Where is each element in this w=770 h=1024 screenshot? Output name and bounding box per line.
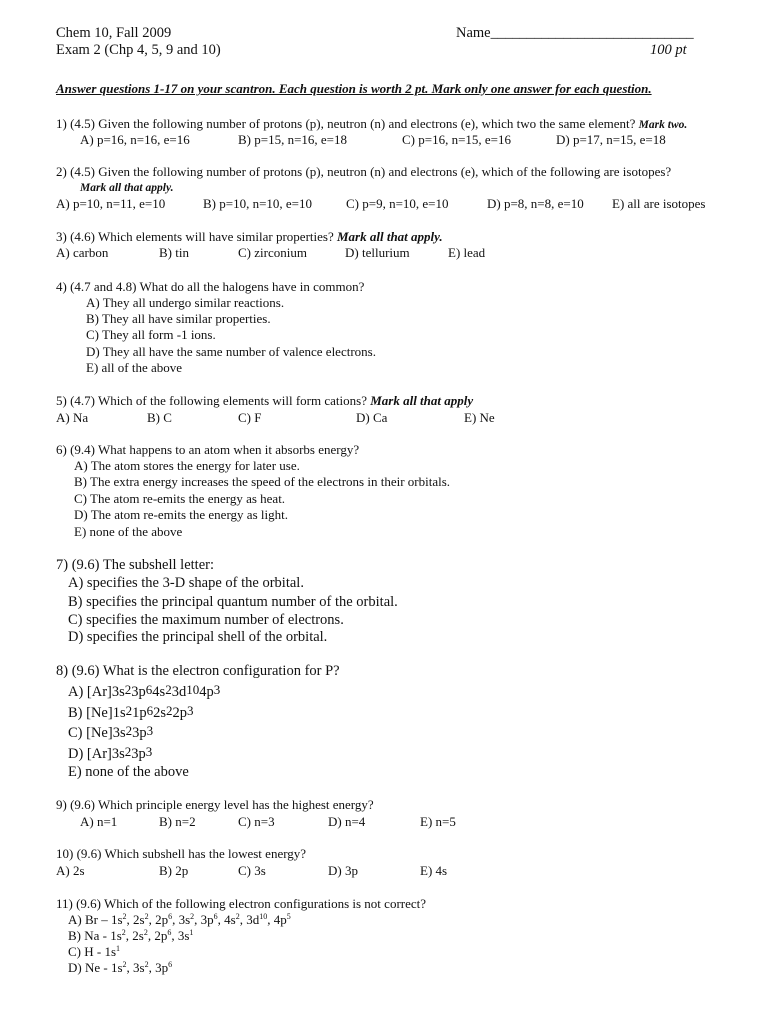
option-b: B) The extra energy increases the speed of the electrons in their orbitals. [74,474,451,489]
option-c: C) F [238,410,262,425]
option-d: D) p=8, n=8, e=10 [487,196,584,211]
option-c: C) zirconium [238,245,307,260]
option-e: E) none of the above [68,764,189,780]
option-a: A) They all undergo similar reactions. [86,295,285,310]
option-c: C) 3s [238,863,266,878]
question-stem: 9) (9.6) Which principle energy level has the highest energy? [56,797,374,812]
question-note: Mark all that apply. [336,229,443,244]
question-stem: 5) (4.7) Which of the following elements will form cations? Mark all that apply [56,393,474,408]
option-c: C) The atom re-emits the energy as heat. [74,491,286,506]
option-e: E) Ne [464,410,495,425]
option-c: C) n=3 [238,814,275,829]
option-b: B) 2p [159,863,189,878]
option-b: B) They all have similar properties. [86,311,271,326]
option-c: C) specifies the maximum number of electrons. [68,612,344,628]
option-c: C) p=9, n=10, e=10 [346,196,449,211]
question-stem: 3) (4.6) Which elements will have similar properties? Mark all that apply. [56,229,443,244]
option-e: E) all are isotopes [612,196,706,211]
option-a: A) $[Ar]3s^23p^64s^23d^{10}4p^3$ [68,682,221,700]
question-note: Mark all that apply. [80,182,174,194]
option-d: D) specifies the principal shell of the orbital. [68,629,328,645]
name-field-label: Name____________________________ [456,25,694,41]
question-stem: 8) (9.6) What is the electron configuration for P? [56,663,340,679]
option-e: E) lead [448,245,486,260]
option-b: B) tin [159,245,189,260]
option-b: B) C [147,410,172,425]
option-d: D) The atom re-emits the energy as light. [74,507,288,522]
option-a: A) Br – $1s^2$, $2s^2$, $2p^6$, $3s^2$, $3p^6$, $4s^2$, $3d^{10}$, $4p^5$ [68,912,291,927]
question-note: Mark all that apply [370,393,474,408]
option-b: B) p=10, n=10, e=10 [203,196,313,211]
option-a: A) n=1 [80,814,118,829]
option-d: D) tellurium [345,245,410,260]
option-b: B) $[Ne]1s^21p^62s^22p^3$ [68,703,194,721]
question-stem: 6) (9.4) What happens to an atom when it absorbs energy? [56,442,360,457]
option-d: D) p=17, n=15, e=18 [556,132,666,147]
question-stem: 7) (9.6) The subshell letter: [56,557,214,573]
option-a: A) Na [56,410,89,425]
course-title: Chem 10, Fall 2009 [56,25,172,41]
option-a: A) carbon [56,245,109,260]
question-note: Mark two. [638,119,688,131]
option-d: D) n=4 [328,814,366,829]
question-stem: 1) (4.5) Given the following number of protons (p), neutron (n) and electrons (e), which two the same element? Mark two. [56,116,688,131]
instructions: Answer questions 1-17 on your scantron. Each question is worth 2 pt. Mark only one answer for each question. [56,81,652,96]
option-e: E) 4s [420,863,448,878]
option-a: A) specifies the 3-D shape of the orbital. [68,575,304,591]
option-e: E) all of the above [86,360,183,375]
option-a: A) p=10, n=11, e=10 [56,196,166,211]
option-d: D) $[Ar]3s^23p^3$ [68,744,153,762]
option-c: C) They all form -1 ions. [86,327,216,342]
option-c: C) p=16, n=15, e=16 [402,132,512,147]
option-b: B) specifies the principal quantum number of the orbital. [68,594,398,610]
total-points: 100 pt [650,42,687,58]
exam-title: Exam 2 (Chp 4, 5, 9 and 10) [56,42,221,58]
question-stem: 4) (4.7 and 4.8) What do all the halogens have in common? [56,279,365,294]
option-d: D) 3p [328,863,358,878]
option-a: A) p=16, n=16, e=16 [80,132,190,147]
option-d: D) Ne - $1s^2$, $3s^2$, $3p^6$ [68,960,173,975]
option-b: B) n=2 [159,814,196,829]
option-b: B) Na - $1s^2$, $2s^2$, $2p^6$, $3s^1$ [68,928,194,943]
question-stem: 2) (4.5) Given the following number of protons (p), neutron (n) and electrons (e), which of the following are isotopes? [56,164,672,179]
option-d: D) Ca [356,410,388,425]
option-e: E) n=5 [420,814,456,829]
option-c: C) H - $1s^1$ [68,944,121,959]
option-c: C) $[Ne]3s^23p^3$ [68,723,154,741]
option-d: D) They all have the same number of valence electrons. [86,344,376,359]
option-a: A) The atom stores the energy for later use. [74,458,300,473]
option-e: E) none of the above [74,524,183,539]
question-stem: 11) (9.6) Which of the following electron configurations is not correct? [56,896,427,911]
option-a: A) 2s [56,863,85,878]
option-b: B) p=15, n=16, e=18 [238,132,348,147]
question-stem: 10) (9.6) Which subshell has the lowest energy? [56,846,307,861]
